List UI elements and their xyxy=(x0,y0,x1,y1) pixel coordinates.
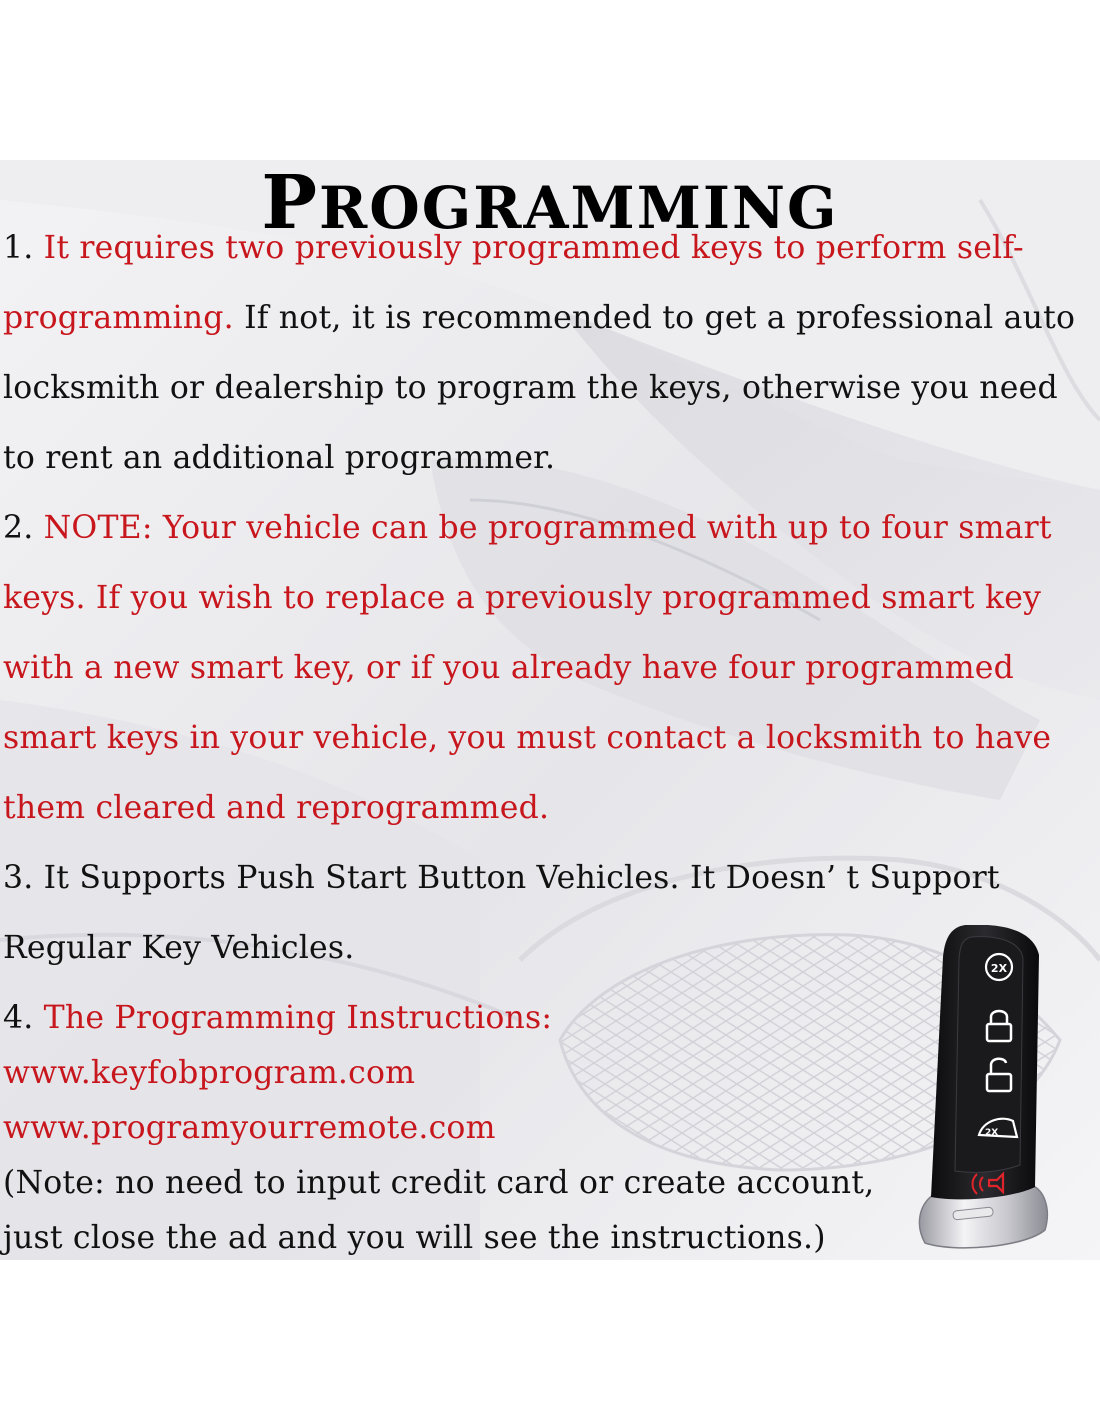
line-text-red: It requires two previously programmed keys to perform self- xyxy=(43,230,1024,266)
line-text: just close the ad and you will see the instructions.) xyxy=(3,1220,826,1256)
instruction-panel xyxy=(0,160,1100,1260)
instruction-line xyxy=(3,230,1024,266)
link-programyourremote[interactable] xyxy=(3,1110,496,1146)
svg-text:2X: 2X xyxy=(990,962,1008,975)
note-line xyxy=(3,1220,826,1256)
line-text-red: NOTE: Your vehicle can be programmed with up to four smart xyxy=(43,510,1052,546)
svg-text:2X: 2X xyxy=(985,1128,999,1138)
instruction-line xyxy=(3,370,1058,406)
line-text-red: them cleared and reprogrammed. xyxy=(3,790,550,826)
note-line xyxy=(3,1165,874,1201)
instruction-line xyxy=(3,1000,552,1036)
link-keyfobprogram[interactable] xyxy=(3,1055,415,1091)
instruction-line xyxy=(3,440,555,476)
instruction-line xyxy=(3,930,354,966)
link-text[interactable]: www.keyfobprogram.com xyxy=(3,1055,416,1091)
line-text-red: The Programming Instructions: xyxy=(43,1000,553,1036)
line-text: 4. xyxy=(3,1000,44,1036)
instruction-line xyxy=(3,860,1000,896)
line-text-red: keys. If you wish to replace a previously programmed smart key xyxy=(3,580,1042,616)
line-text: 1. xyxy=(3,230,44,266)
line-text: locksmith or dealership to program the keys, otherwise you need xyxy=(3,370,1058,406)
title-initial: P xyxy=(261,160,320,246)
line-text: 2. xyxy=(3,510,44,546)
link-text[interactable]: www.programyourremote.com xyxy=(3,1110,496,1146)
line-text-red: with a new smart key, or if you already have four programmed xyxy=(3,650,1014,686)
instruction-line xyxy=(3,510,1052,546)
title-rest: ROGRAMMING xyxy=(319,174,839,242)
line-text: 3. It Supports Push Start Button Vehicles. It Doesn’ t Support xyxy=(3,860,1000,896)
line-text-red: programming. xyxy=(3,300,234,336)
smart-key-fob-image xyxy=(905,925,1055,1255)
line-text: Regular Key Vehicles. xyxy=(3,930,355,966)
instruction-line xyxy=(3,650,1014,686)
line-text: (Note: no need to input credit card or create account, xyxy=(3,1165,875,1201)
instruction-line xyxy=(3,720,1051,756)
line-text: to rent an additional programmer. xyxy=(3,440,556,476)
line-text: If not, it is recommended to get a professional auto xyxy=(233,300,1076,336)
instruction-line xyxy=(3,790,549,826)
instruction-line xyxy=(3,580,1041,616)
instruction-line xyxy=(3,300,1075,336)
line-text-red: smart keys in your vehicle, you must contact a locksmith to have xyxy=(3,720,1052,756)
